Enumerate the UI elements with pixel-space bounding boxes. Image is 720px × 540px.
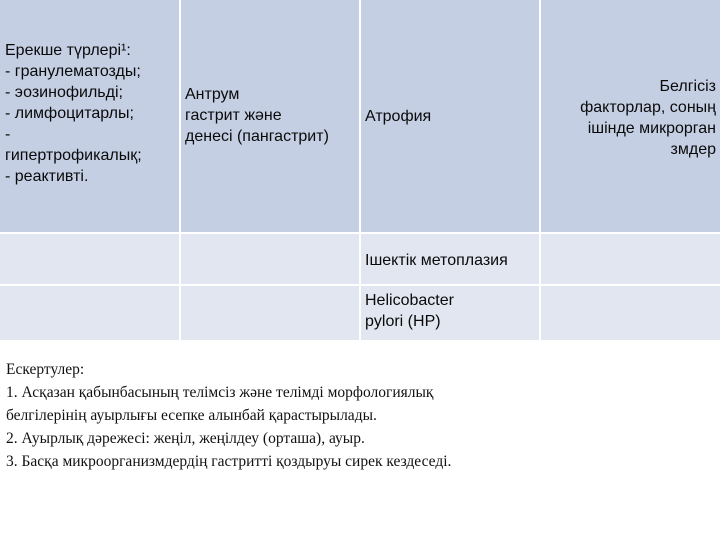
unknown-factors-line: Белгісіз (659, 78, 716, 95)
atrophy-text (365, 106, 431, 127)
atrophy-line: Атрофия (365, 108, 432, 125)
row2-col2-cell (180, 234, 360, 284)
column-divider (539, 0, 541, 340)
unknown-factors-line: змдер (670, 141, 716, 158)
helicobacter-text (365, 290, 454, 332)
unknown-factors-line: факторлар, соның (580, 99, 716, 116)
special-type-item: - реактивті. (5, 168, 89, 185)
row3-col1-cell (0, 286, 180, 340)
row1-col3-cell (360, 0, 540, 232)
special-types-heading: Ерекше түрлері¹: (5, 42, 131, 59)
row2-col1-cell (0, 234, 180, 284)
row-divider (0, 232, 720, 234)
antrum-line: Антрум (185, 86, 240, 103)
footnote-line: 2. Ауырлық дәрежесі: жеңіл, жеңілдеу (орташа), ауыр. (6, 430, 365, 447)
row3-col4-cell (540, 286, 720, 340)
helicobacter-line: pylori (HP) (365, 313, 441, 330)
footnotes (6, 358, 706, 473)
antrum-text (185, 84, 329, 147)
column-divider (359, 0, 361, 340)
unknown-factors-line: ішінде микрорган (587, 120, 716, 137)
row-divider (0, 284, 720, 286)
antrum-line: денесі (пангастрит) (185, 128, 329, 145)
row1-col1-cell (0, 0, 180, 232)
special-types-list (5, 40, 142, 187)
row3-col2-cell (180, 286, 360, 340)
unknown-factors-text (540, 76, 716, 160)
row1-col4-cell (540, 0, 720, 232)
helicobacter-line: Helicobacter (365, 292, 454, 309)
row2-col3-cell (360, 234, 540, 284)
special-type-item: - гранулематозды; (5, 63, 141, 80)
footnote-line: белгілерінің ауырлығы есепке алынбай қарастырылады. (6, 407, 377, 424)
footnote-line: 3. Басқа микроорганизмдердің гастритті қоздыруы сирек кездеседі. (6, 453, 452, 470)
row3-col3-cell (360, 286, 540, 340)
antrum-line: гастрит және (185, 107, 282, 124)
special-type-item: гипертрофикалық; (5, 147, 142, 164)
intestinal-metaplasia-text: Ішектік метоплазия (365, 252, 508, 269)
row2-col4-cell (540, 234, 720, 284)
special-type-item: - эозинофильді; (5, 84, 123, 101)
column-divider (179, 0, 181, 340)
special-type-item: - (5, 126, 11, 143)
special-type-item: - лимфоцитарлы; (5, 105, 134, 122)
footnote-line: 1. Асқазан қабынбасының телімсіз және телімді морфологиялық (6, 384, 434, 401)
row1-col2-cell (180, 0, 360, 232)
footnotes-heading: Ескертулер: (6, 361, 85, 378)
